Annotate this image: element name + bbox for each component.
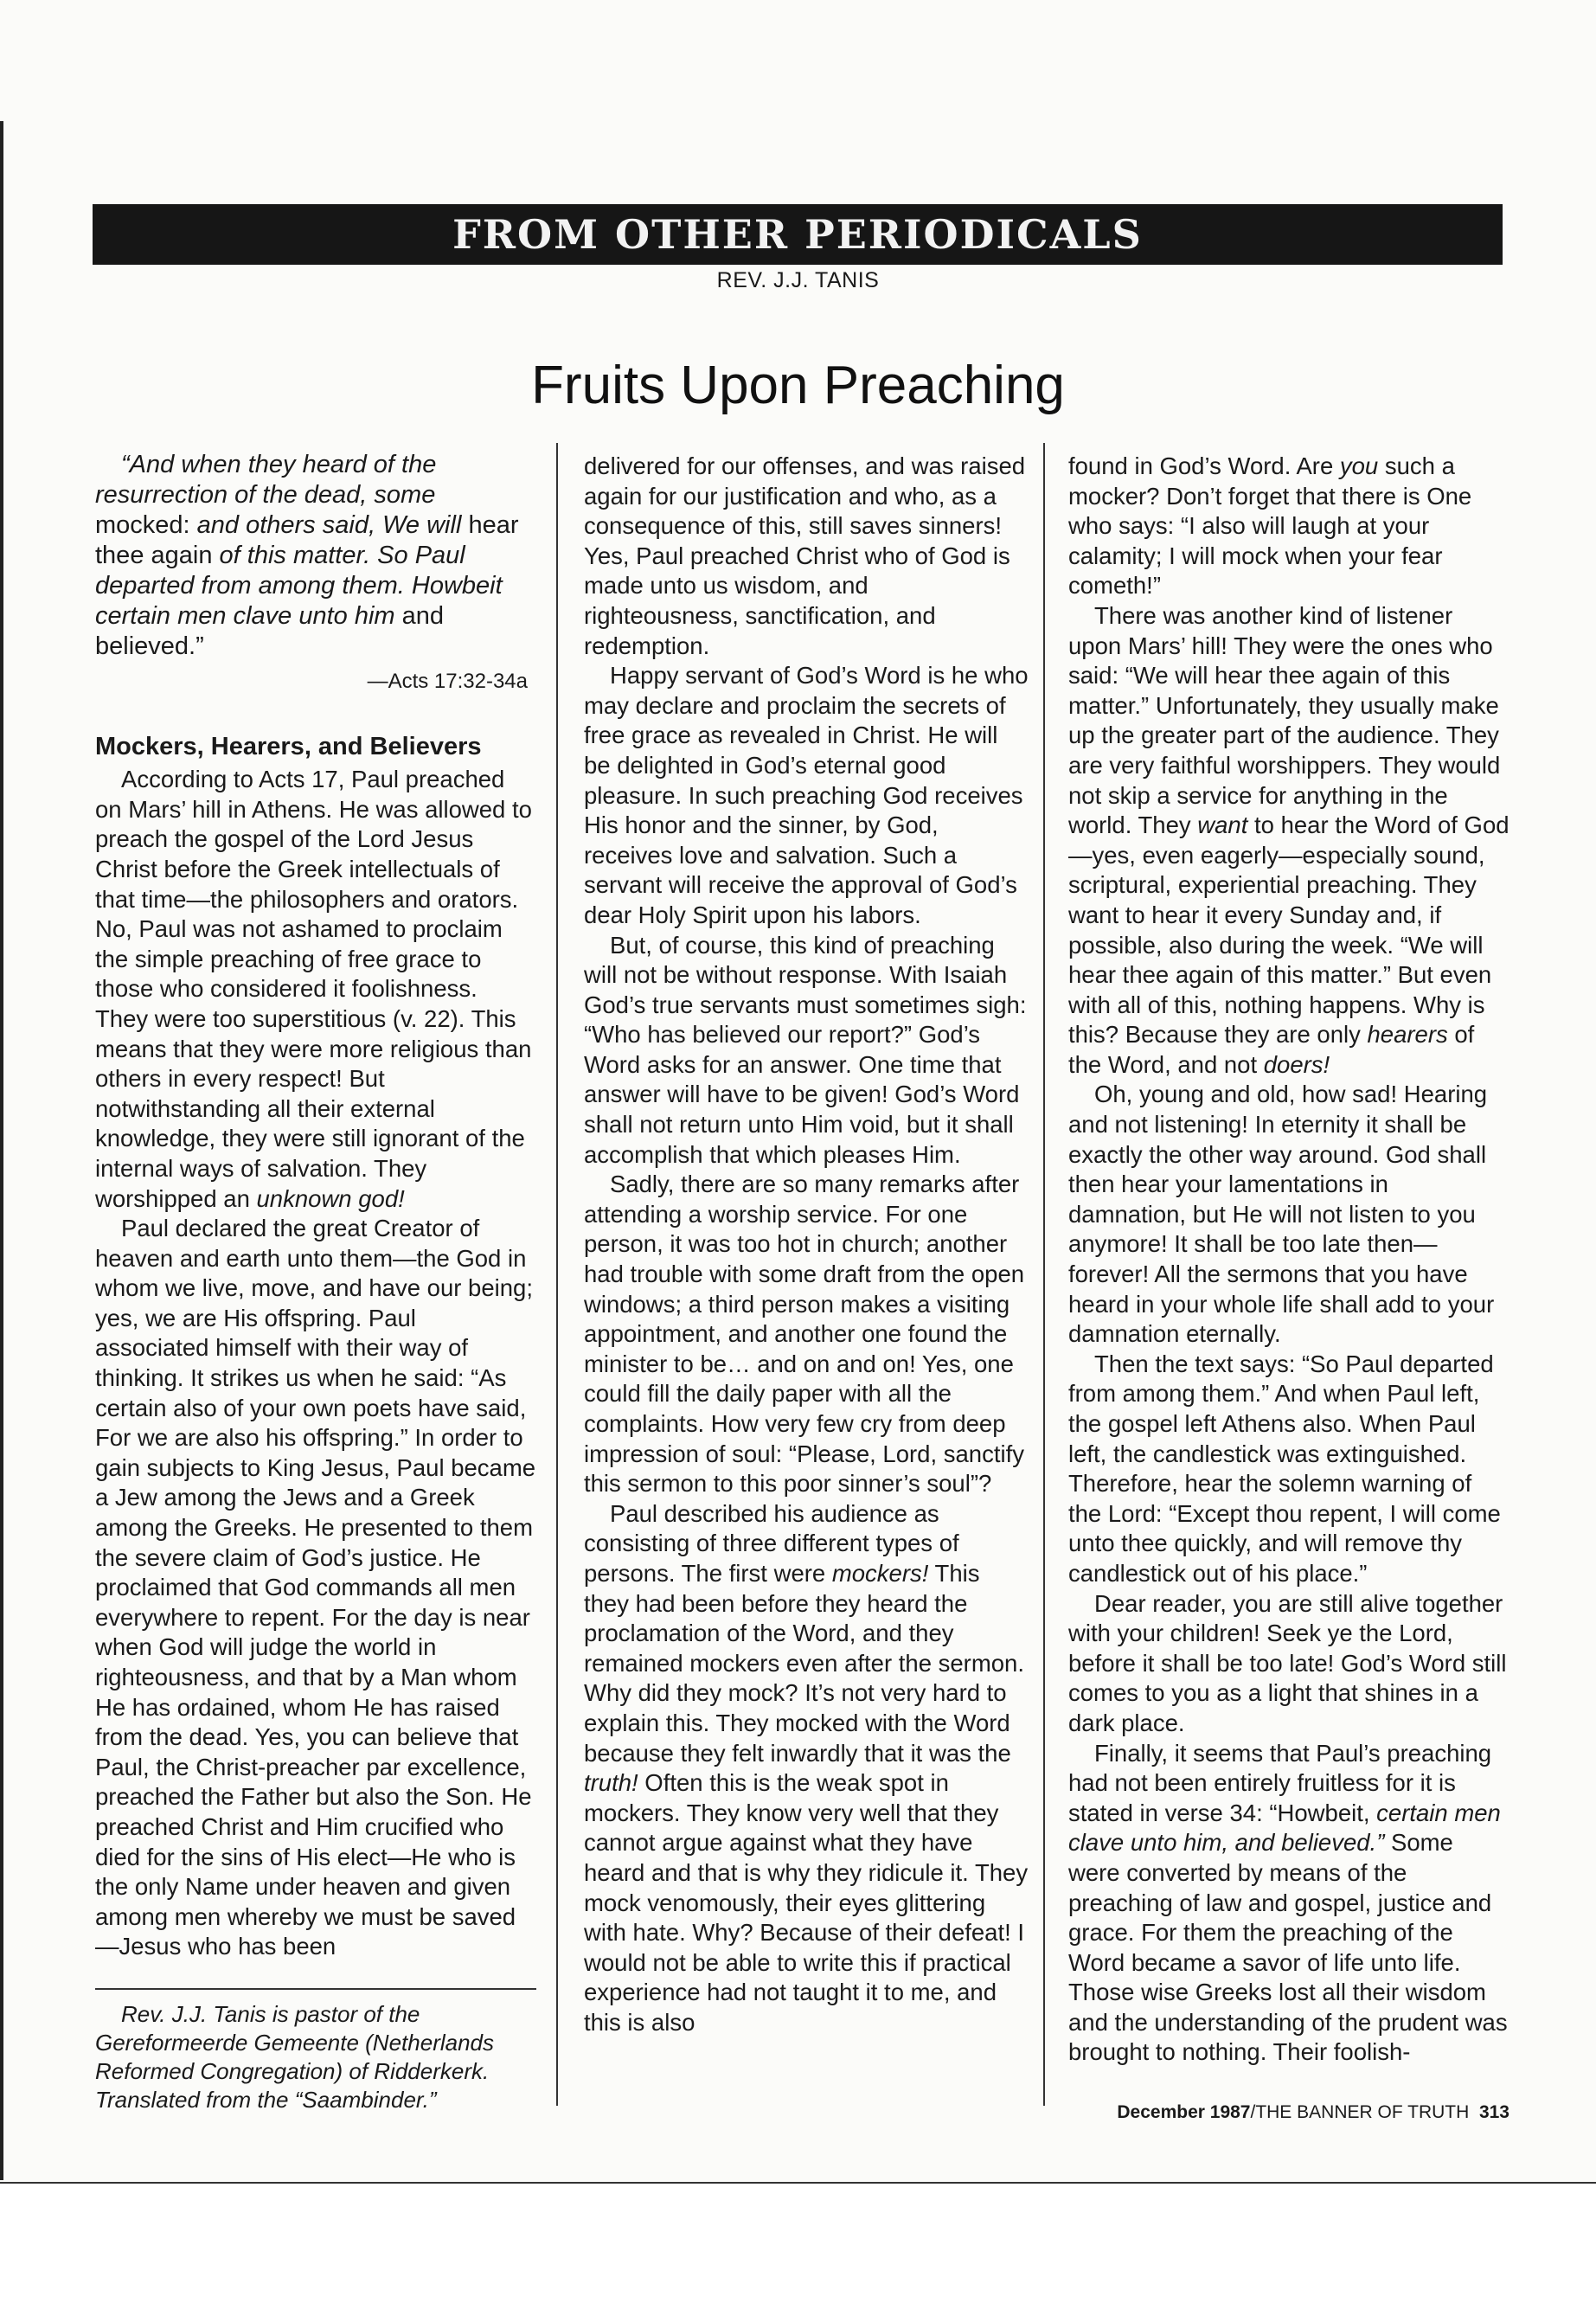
- paragraph: [584, 1499, 1029, 2038]
- epigraph-text: “And when they heard of the resurrection of the dead, some: [95, 451, 437, 509]
- byline: REV. J.J. TANIS: [716, 268, 880, 292]
- paragraph-emphasis: doers!: [1263, 1050, 1330, 1078]
- paragraph: [95, 765, 536, 1214]
- paragraph: But, of course, this kind of preaching will not be without response. With Isaiah God’s true servants must sometimes sigh: “Who has believed our report?” God’s Word asks for an answer. One time that answer will have to be given! God’s Word shall not return unto Him void, but it shall accomplish that which pleases Him.: [584, 931, 1027, 1168]
- epigraph-citation: —Acts 17:32-34a: [367, 670, 528, 693]
- page-footer: [1073, 2102, 1509, 2123]
- epigraph-text: and others said, We will: [196, 511, 469, 539]
- paragraph: [1068, 601, 1511, 1081]
- column-divider: [556, 443, 558, 2106]
- section-subheading: Mockers, Hearers, and Believers: [95, 732, 482, 760]
- epigraph-text: and believed.”: [95, 602, 445, 660]
- banner-title: FROM OTHER PERIODICALS: [452, 211, 1143, 258]
- paragraph-emphasis: you: [1339, 452, 1379, 479]
- paragraph-emphasis: hearers: [1367, 1021, 1448, 1049]
- paragraph-emphasis: certain men clave unto him, and believed.”: [1068, 1799, 1501, 1857]
- column-2: [584, 452, 1029, 2037]
- author-bio: Rev. J.J. Tanis is pastor of the Gereformeerde Gemeente (Netherlands Reformed Congregation) of Ridderkerk. Translated from the “Saambinder.”: [95, 2000, 495, 2113]
- paragraph-text: This they had been before they heard the proclamation of the Word, and they remained mockers even after the sermon. Why did they mock? It’s not very hard to explain this. They mocked with the Word because they felt inwardly that it was the: [584, 1559, 1024, 1767]
- paragraph: [1068, 452, 1511, 601]
- paragraph: Happy servant of God’s Word is he who may declare and proclaim the secrets of free grace as revealed in Christ. He will be delighted in God’s eternal good pleasure. In such preaching God receives His honor and the sinner, by God, receives love and salvation. Such a servant will receive the approval of God’s dear Holy Spirit upon his labors.: [584, 662, 1029, 928]
- epigraph: [95, 450, 536, 662]
- paragraph: [1068, 1739, 1511, 2069]
- column-divider: [1043, 443, 1045, 2106]
- paragraph-emphasis: want: [1197, 812, 1248, 839]
- paragraph: Oh, young and old, how sad! Hearing and not listening! In eternity it shall be exactly the other way around. God shall then hear your lamentations in damnation, but He will not listen to you anymore! It shall be too late then—forever! All the sermons that you have heard in your whole life shall add to your damnation eternally.: [1068, 1081, 1495, 1348]
- paragraph-text: found in God’s Word. Are: [1068, 452, 1340, 479]
- paragraph: delivered for our offenses, and was raised again for our justification and who, as a consequence of this, still saves sinners! Yes, Paul preached Christ who of God is made unto us wisdom, and righteousness, sanctification, and redemption.: [584, 452, 1026, 659]
- footer-publication: /THE BANNER OF TRUTH: [1250, 2102, 1470, 2122]
- paragraph-text: Paul described his audience as consisting of three different types of persons. The first were: [584, 1499, 959, 1587]
- footnote-rule: [95, 1988, 536, 1990]
- epigraph-text: hear thee again: [95, 511, 519, 569]
- column-3: [1068, 452, 1511, 2068]
- paragraph: Dear reader, you are still alive together with your children! Seek ye the Lord, before it shall be too late! God’s Word still comes to you as a light that shines in a dark place.: [1068, 1589, 1507, 1736]
- paragraph-emphasis: truth!: [584, 1769, 638, 1797]
- paragraph-text: to hear the Word of God—yes, even eagerly—especially sound, scriptural, experiential preaching. They want to hear it every Sunday and, if possible, also during the week. “We will hear thee again of this matter.” But even with all of this, nothing happens. Why is this? Because they are only: [1068, 812, 1509, 1049]
- section-banner: [93, 204, 1503, 265]
- article-title: Fruits Upon Preaching: [531, 356, 1065, 415]
- paragraph-text: According to Acts 17, Paul preached on Mars’ hill in Athens. He was allowed to preach the gospel of the Lord Jesus Christ before the Greek intellectuals of that time—the philosophers and orators. No, Paul was not ashamed to proclaim the simple preaching of free grace to those who considered it foolishness. They were too superstitious (v. 22). This means that they were more religious than others in every respect! But notwithstanding all their external knowledge, they were still ignorant of the internal ways of salvation. They worshipped an: [95, 766, 532, 1212]
- scan-edge: [0, 121, 3, 2180]
- paragraph-emphasis: unknown god!: [256, 1184, 405, 1212]
- paragraph-text: Often this is the weak spot in mockers. They know very well that they cannot argue against what they have heard and that is why they ridicule it. They mock venomously, their eyes glittering with hate. Why? Because of their defeat! I would not be able to write this if practical experience had not taught it to me, and this is also: [584, 1769, 1029, 2036]
- epigraph-text: mocked:: [95, 511, 197, 539]
- paragraph-text: of the Word, and not: [1068, 1021, 1475, 1078]
- scan-margin: [0, 2182, 1596, 2303]
- epigraph-text: of this matter. So Paul departed from among them. Howbeit certain men clave unto him: [95, 542, 503, 630]
- page-number: 313: [1478, 2102, 1509, 2122]
- paragraph: Then the text says: “So Paul departed from among them.” And when Paul left, the gospel left Athens also. When Paul left, the candlestick was extinguished. Therefore, hear the solemn warning of the Lord: “Except thou repent, I will come unto thee quickly, and will remove thy candlestick out of his place.”: [1068, 1350, 1501, 1587]
- paragraph-text: There was another kind of listener upon Mars’ hill! They were the ones who said: “We will hear thee again of this matter.” Unfortunately, they usually make up the greater part of the audience. They are very faithful worshippers. They would not skip a service for anything in the world. They: [1068, 601, 1501, 839]
- paragraph-emphasis: mockers!: [831, 1559, 929, 1587]
- paragraph-text: Finally, it seems that Paul’s preaching had not been entirely fruitless for it is stated in verse 34: “Howbeit,: [1068, 1739, 1492, 1826]
- footer-date: December 1987: [1117, 2102, 1251, 2122]
- paragraph: Sadly, there are so many remarks after attending a worship service. For one person, it was too hot in church; another had trouble with some draft from the open windows; a third person makes a visiting appointment, and another one found the minister to be… and on and on! Yes, one could fill the daily paper with all the complaints. How very few cry from deep impression of soul: “Please, Lord, sanctify this sermon to this poor sinner’s soul”?: [584, 1171, 1025, 1498]
- column-1: [95, 450, 536, 2114]
- paragraph-text: Some were converted by means of the preaching of law and gospel, justice and grace. For them the preaching of the Word became a savor of life unto life. Those wise Greeks lost all their wisdom and the understanding of the prudent was brought to nothing. Their foolish-: [1068, 1829, 1508, 2066]
- paragraph: Paul declared the great Creator of heaven and earth unto them—the God in whom we live, move, and have our being; yes, we are His offspring. Paul associated himself with their way of thinking. It strikes us when he said: “As certain also of your own poets have said, For we are also his offspring.” In order to gain subjects to King Jesus, Paul became a Jew among the Jews and a Greek among the Greeks. He presented to them the severe claim of God’s justice. He proclaimed that God commands all men everywhere to repent. For the day is near when God will judge the world in righteousness, and that by a Man whom He has ordained, whom He has raised from the dead. Yes, you can believe that Paul, the Christ-preacher par excellence, preached the Father but also the Son. He preached Christ and Him crucified who died for the sins of His elect—He who is the only Name under heaven and given among men whereby we must be saved—Jesus who has been: [95, 1215, 536, 1960]
- paragraph-text: such a mocker? Don’t forget that there is One who says: “I also will laugh at your calamity; I will mock when your fear cometh!”: [1068, 452, 1472, 600]
